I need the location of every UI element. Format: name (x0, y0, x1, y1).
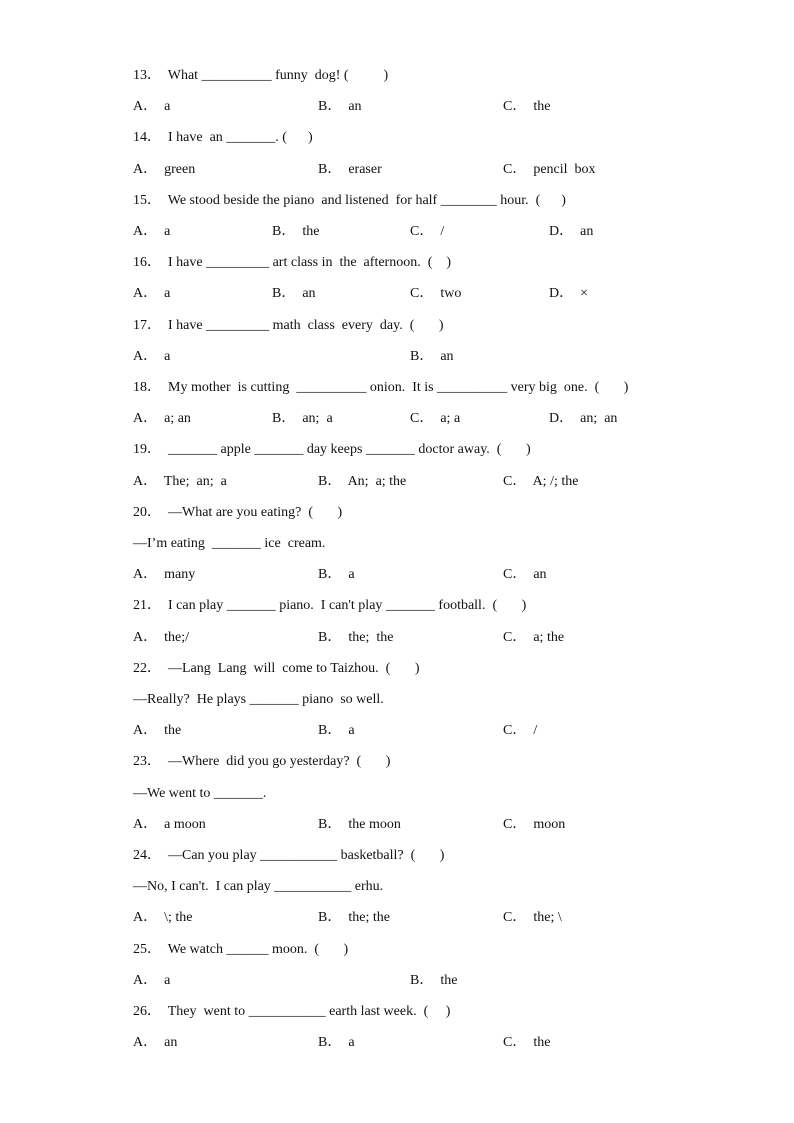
question-line (133, 784, 773, 804)
question-line (133, 316, 773, 336)
answer-option: A． a (133, 286, 171, 302)
answer-option: A． the;/ (133, 629, 189, 645)
question-text: 19． _______ apple _______ day keeps _______ doctor away. ( ) (133, 442, 531, 458)
answer-option: B． the; the (318, 629, 394, 645)
answer-option: C． a; a (410, 411, 461, 427)
question-text: 24． —Can you play ___________ basketball? ( ) (133, 848, 445, 863)
question-text: —We went to _______. (133, 785, 267, 801)
answer-option: C． / (410, 224, 445, 239)
question-text: 21． I can play _______ piano. I can't play _______ football. ( ) (133, 598, 527, 614)
answer-option: B． the moon (318, 816, 401, 832)
question-text: —No, I can't. I can play ___________ erhu. (133, 879, 384, 895)
question-text: —Really? He plays _______ piano so well. (133, 692, 384, 707)
question-text: 18． My mother is cutting __________ onion. It is __________ very big one. ( ) (133, 380, 629, 395)
answer-option: A． a; an (133, 411, 191, 427)
answer-option: A． many (133, 567, 196, 583)
options-line (133, 721, 773, 741)
question-text: 17． I have _________ math class every day. ( ) (133, 317, 444, 333)
answer-option: B． an (272, 286, 316, 302)
options-line (133, 222, 773, 242)
options-line (133, 908, 773, 928)
answer-option: A． The; an; a (133, 473, 227, 489)
question-text: 15． We stood beside the piano and listened for half ________ hour. ( ) (133, 192, 566, 208)
answer-option: C． a; the (503, 629, 565, 645)
answer-option: B． the (410, 972, 458, 988)
answer-option: C． an (503, 567, 547, 583)
options-line (133, 628, 773, 648)
answer-option: C． two (410, 286, 462, 302)
answer-option: B． an (318, 99, 362, 115)
answer-option: B． eraser (318, 161, 382, 177)
answer-option: B． an (410, 348, 454, 364)
question-line (133, 940, 773, 960)
options-line (133, 1033, 773, 1053)
question-line (133, 877, 773, 897)
answer-option: D． an (549, 224, 594, 239)
answer-option: C． moon (503, 816, 566, 832)
question-text: 23． —Where did you go yesterday? ( ) (133, 754, 391, 770)
answer-option: A． a (133, 99, 171, 115)
question-line (133, 752, 773, 772)
question-text: 25． We watch ______ moon. ( ) (133, 941, 349, 957)
answer-option: A． the (133, 723, 182, 739)
answer-option: B． the; the (318, 910, 390, 926)
answer-option: B． the (272, 224, 320, 239)
answer-option: A． a (133, 348, 171, 364)
question-line (133, 66, 773, 86)
options-line (133, 97, 773, 117)
question-line (133, 503, 773, 523)
answer-option: C． pencil box (503, 161, 596, 177)
answer-option: A． \; the (133, 910, 193, 926)
question-text: —I’m eating _______ ice cream. (133, 536, 326, 551)
question-line (133, 1002, 773, 1022)
answer-option: C． A; /; the (503, 473, 579, 489)
question-line (133, 128, 773, 148)
options-line (133, 409, 773, 429)
question-text: 20． —What are you eating? ( ) (133, 504, 343, 520)
answer-option: A． an (133, 1035, 178, 1051)
answer-option: A． a (133, 224, 171, 239)
answer-option: D． an; an (549, 411, 618, 427)
question-line (133, 191, 773, 211)
answer-option: C． the (503, 1035, 551, 1051)
options-line (133, 971, 773, 991)
options-line (133, 284, 773, 304)
answer-option: A． a (133, 972, 171, 988)
answer-option: A． green (133, 161, 196, 177)
question-text: 26． They went to ___________ earth last week. ( ) (133, 1004, 451, 1019)
question-text: 14． I have an _______. ( ) (133, 130, 313, 146)
answer-option: B． a (318, 567, 355, 583)
question-text: 22． —Lang Lang will come to Taizhou. ( ) (133, 660, 420, 676)
question-line (133, 534, 773, 554)
question-line (133, 378, 773, 398)
answer-option: B． an; a (272, 411, 333, 427)
question-line (133, 440, 773, 460)
answer-option: B． a (318, 1035, 355, 1051)
options-line (133, 565, 773, 585)
options-line (133, 472, 773, 492)
question-line (133, 253, 773, 273)
options-line (133, 160, 773, 180)
answer-option: B． a (318, 723, 355, 739)
question-text: 16． I have _________ art class in the afternoon. ( ) (133, 255, 452, 271)
answer-option: C． / (503, 723, 538, 739)
question-line (133, 690, 773, 710)
question-line (133, 596, 773, 616)
question-line (133, 659, 773, 679)
answer-option: D． × (549, 286, 589, 302)
question-text: 13． What __________ funny dog! ( ) (133, 68, 389, 83)
options-line (133, 815, 773, 835)
answer-option: B． An; a; the (318, 473, 407, 489)
answer-option: A． a moon (133, 816, 206, 832)
options-line (133, 347, 773, 367)
question-line (133, 846, 773, 866)
answer-option: C． the (503, 99, 551, 115)
answer-option: C． the; \ (503, 910, 562, 926)
